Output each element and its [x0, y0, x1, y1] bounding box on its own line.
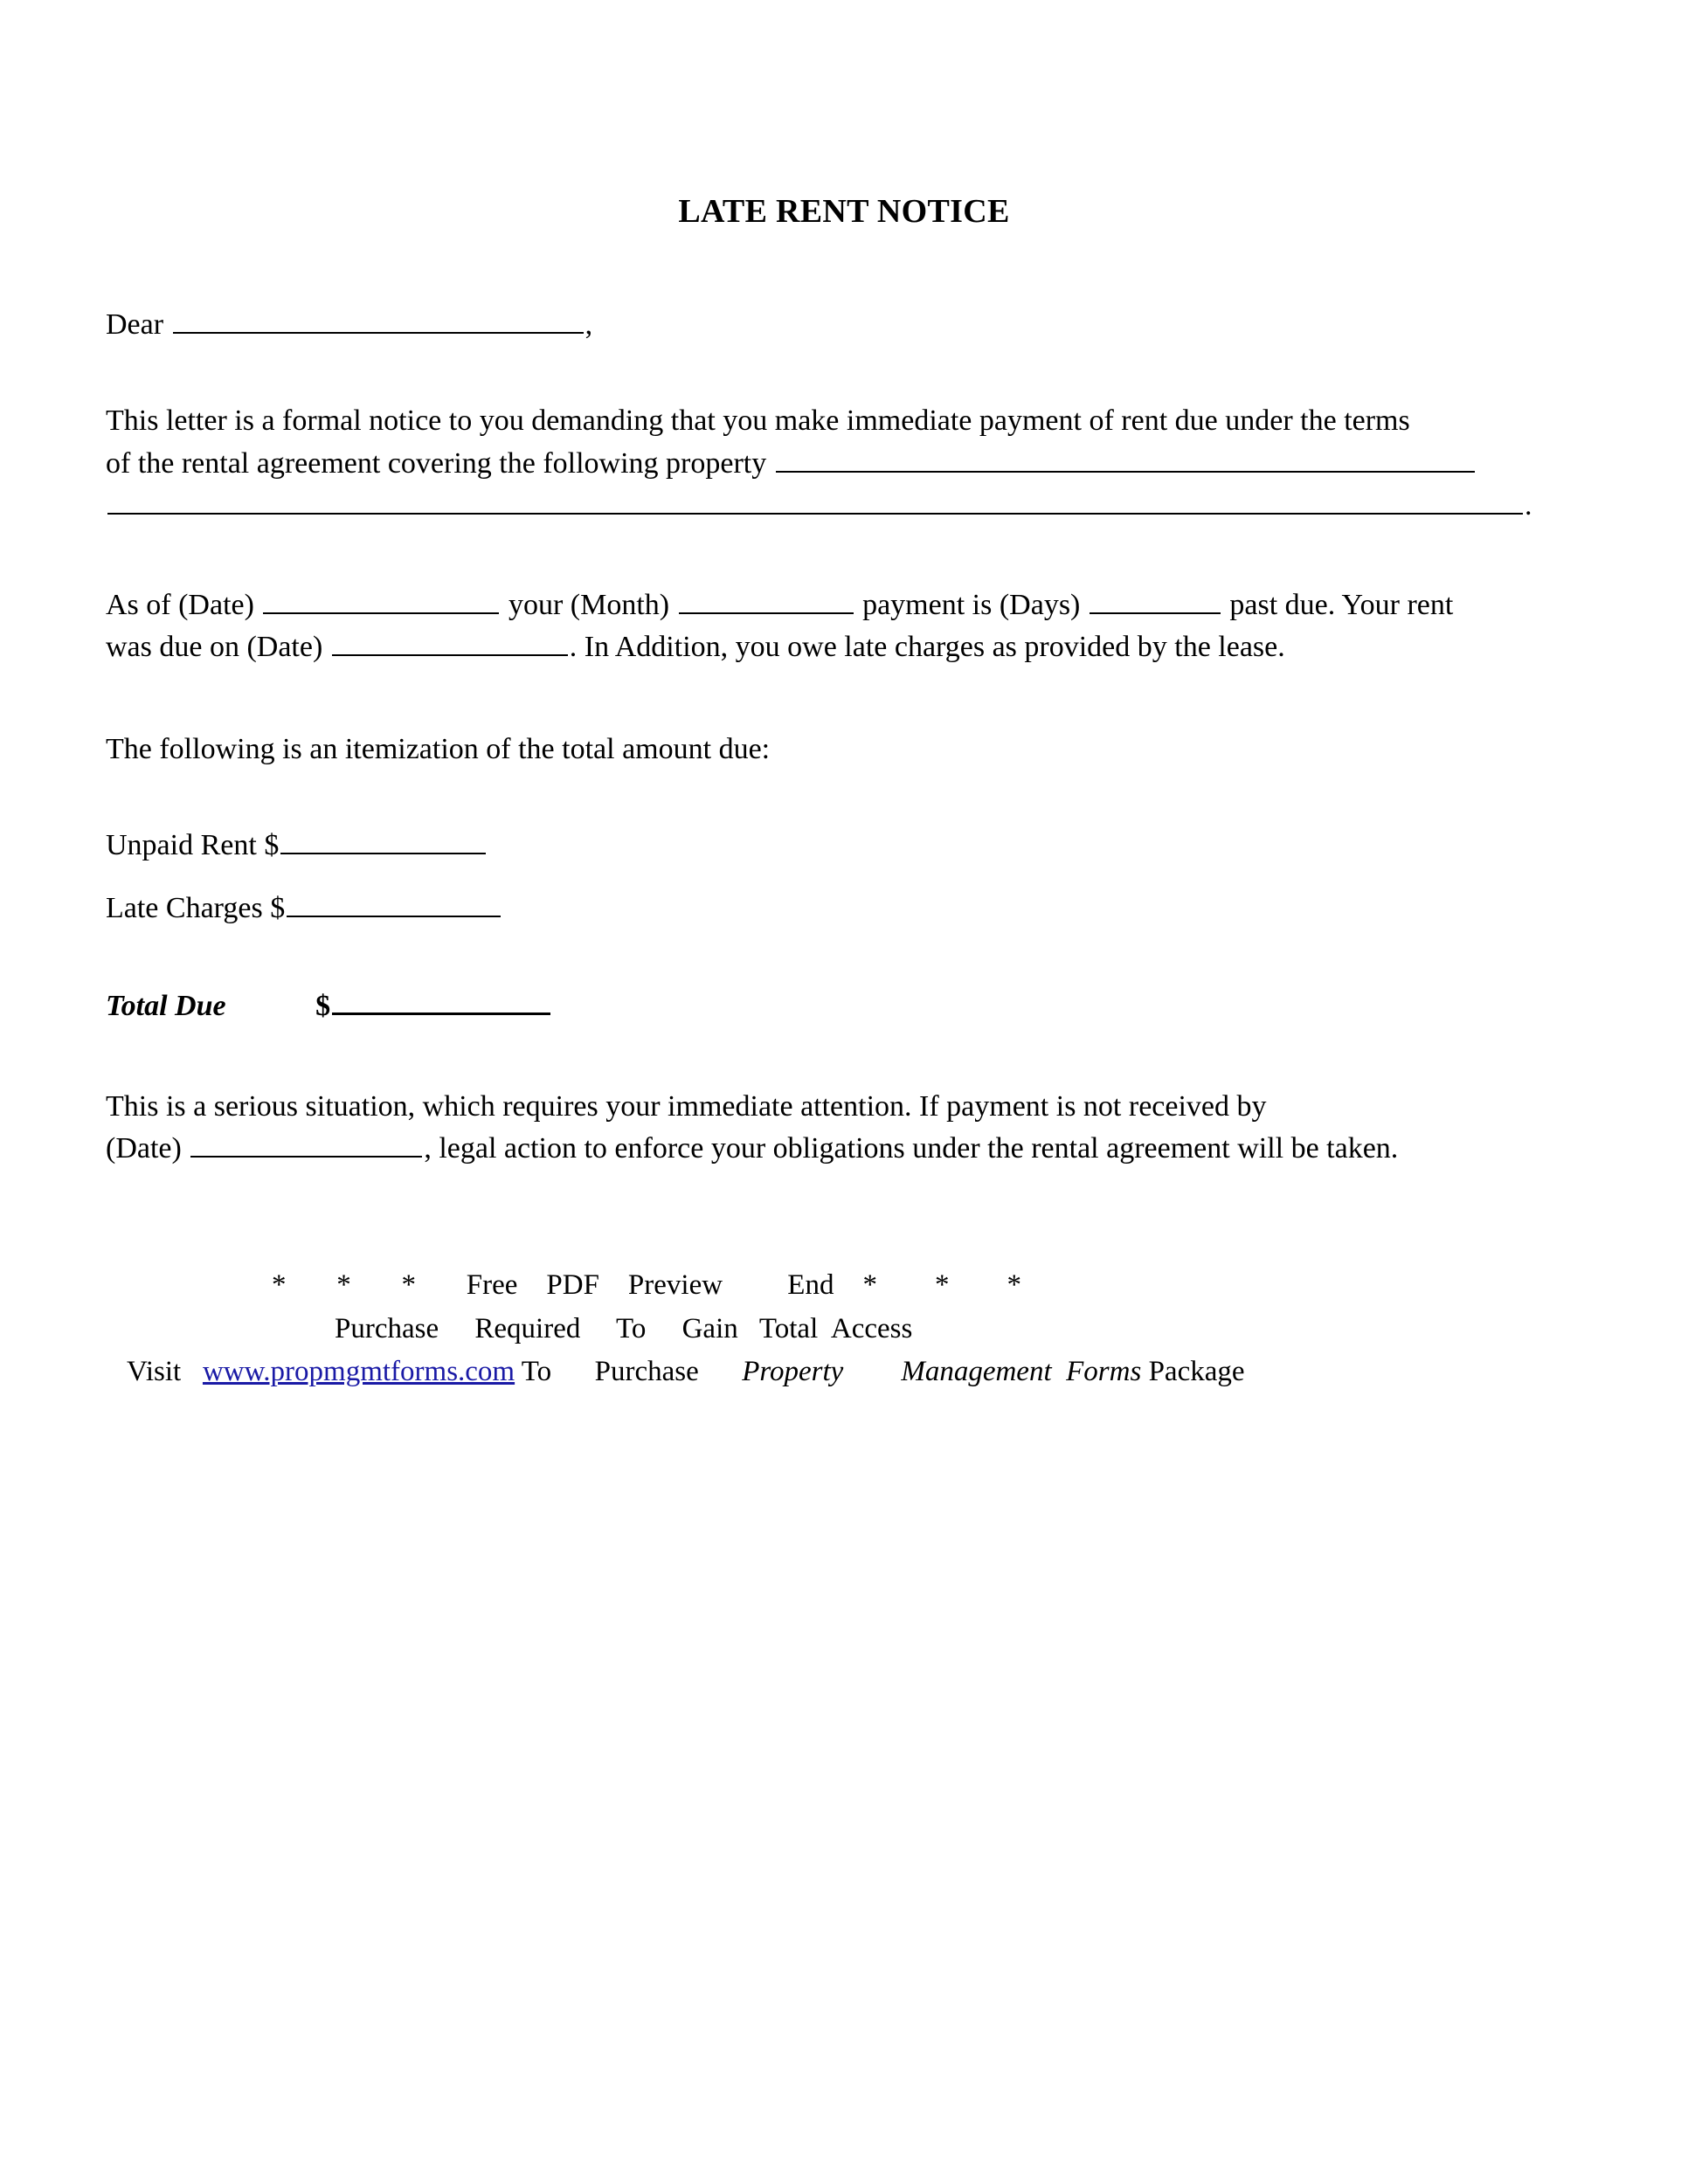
- unpaid-rent-currency: $: [264, 828, 280, 861]
- itemization-intro: The following is an itemization of the total amount due:: [106, 732, 771, 765]
- promo-block: [106, 1264, 1582, 1394]
- demand-period: .: [1525, 488, 1532, 522]
- month-label: your (Month): [508, 589, 670, 622]
- closing-line-1: This is a serious situation, which requires your immediate attention. If payment is not received by: [106, 1089, 1267, 1123]
- month-blank[interactable]: [679, 586, 854, 614]
- as-of-date-blank[interactable]: [263, 586, 499, 614]
- late-charges-blank[interactable]: [287, 889, 501, 917]
- total-due-blank[interactable]: [332, 986, 550, 1015]
- promo-gap: [843, 1356, 901, 1387]
- propmgmtforms-link[interactable]: www.propmgmtforms.com: [202, 1356, 515, 1388]
- demand-line-2: of the rental agreement covering the following property: [106, 446, 767, 480]
- promo-line-1: * * * Free PDF Preview End * * *: [272, 1269, 1021, 1302]
- deadline-date-blank[interactable]: [190, 1130, 422, 1158]
- past-due-text: past due. Your rent: [1229, 589, 1454, 622]
- due-on-date-blank[interactable]: [332, 628, 568, 656]
- unpaid-rent-label: Unpaid Rent: [106, 828, 257, 861]
- closing-paragraph: [106, 1086, 1582, 1171]
- total-due-label: Total Due: [106, 990, 226, 1023]
- unpaid-rent-row: [106, 825, 1582, 867]
- demand-line-1: This letter is a formal notice to you demanding that you make immediate payment of rent due under the terms: [106, 404, 1410, 438]
- total-due-currency: $: [315, 990, 331, 1023]
- promo-line-2: Purchase Required To Gain Total Access: [335, 1312, 913, 1344]
- late-charges-row: [106, 888, 1582, 930]
- salutation-line: [106, 304, 1582, 346]
- as-of-date-label: As of (Date): [106, 589, 254, 622]
- page-title: LATE RENT NOTICE: [678, 193, 1010, 230]
- days-blank[interactable]: [1090, 586, 1221, 614]
- promo-italic-management-forms: Management Forms: [901, 1356, 1142, 1388]
- as-of-paragraph: [106, 584, 1582, 669]
- days-label: payment is (Days): [862, 589, 1081, 622]
- late-charges-note: . In Addition, you owe late charges as provided by the lease.: [569, 631, 1285, 664]
- tenant-name-blank[interactable]: [173, 306, 584, 334]
- property-address-blank-2[interactable]: [107, 487, 1523, 515]
- late-charges-currency: $: [270, 892, 286, 925]
- salutation-comma: ,: [585, 308, 593, 341]
- promo-line-3: [106, 1351, 1582, 1394]
- due-on-label: was due on (Date): [106, 631, 323, 664]
- total-due-row: [106, 985, 1582, 1027]
- promo-package-text: Package: [1141, 1356, 1245, 1388]
- promo-italic-property: Property: [742, 1356, 844, 1388]
- salutation-label: Dear: [106, 308, 164, 341]
- promo-visit-text: Visit: [127, 1356, 203, 1388]
- demand-paragraph: [106, 400, 1582, 527]
- closing-date-label: (Date): [106, 1131, 182, 1165]
- unpaid-rent-blank[interactable]: [280, 826, 486, 854]
- late-charges-label: Late Charges: [106, 892, 263, 925]
- promo-mid-text: To Purchase: [515, 1356, 743, 1388]
- property-address-blank-1[interactable]: [776, 445, 1475, 473]
- closing-line-2: , legal action to enforce your obligations under the rental agreement will be taken.: [424, 1131, 1399, 1165]
